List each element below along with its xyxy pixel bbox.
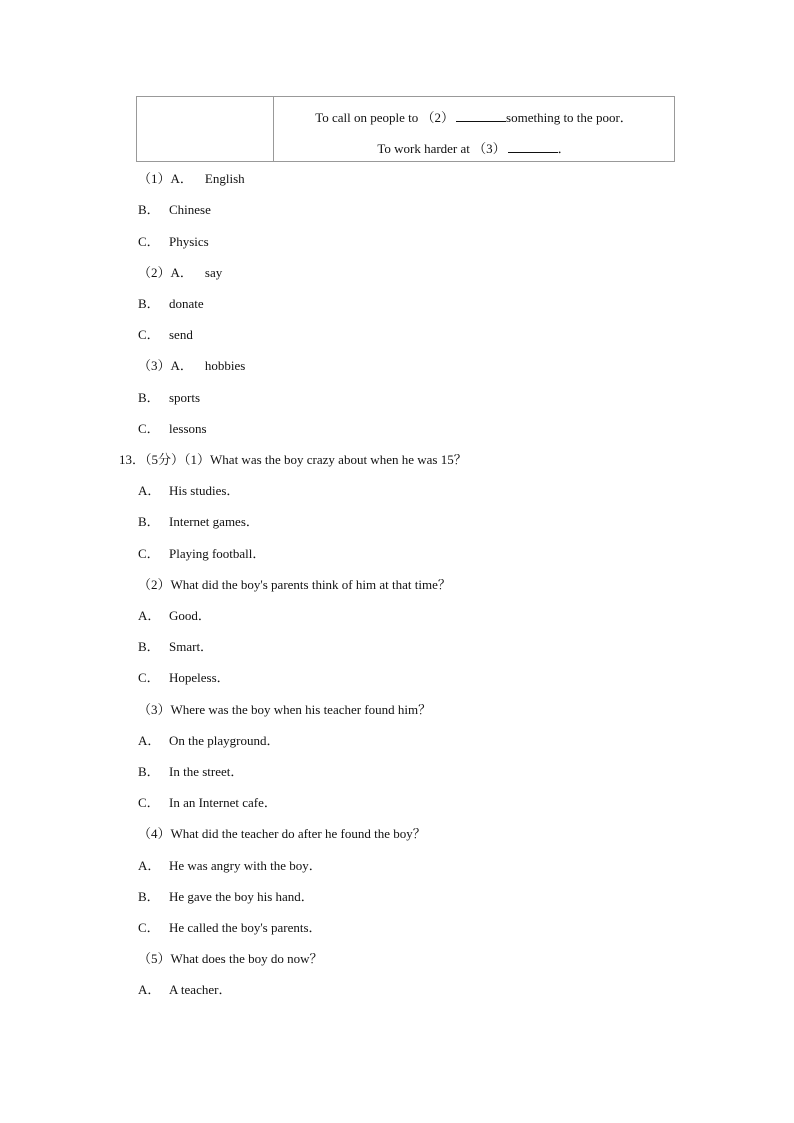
q13-question-3: （3）Where was the boy when his teacher found him？ bbox=[138, 702, 432, 717]
q12-sub3-option-c[interactable]: C． lessons bbox=[138, 421, 207, 436]
q13-q3-option-c[interactable]: C． In an Internet cafe． bbox=[138, 795, 277, 810]
q13-q4-option-c[interactable]: C． He called the boy's parents． bbox=[138, 920, 322, 935]
q12-sub1-option-a[interactable]: （1）A． English bbox=[138, 171, 245, 186]
q13-q4-option-b[interactable]: B． He gave the boy his hand． bbox=[138, 889, 314, 904]
q12-sub3-option-b[interactable]: B． sports bbox=[138, 390, 201, 405]
q12-sub3-option-a[interactable]: （3）A． hobbies bbox=[138, 358, 246, 373]
answer-blank-3[interactable] bbox=[508, 140, 558, 153]
q13-question-4: （4）What did the teacher do after he found the boy？ bbox=[138, 826, 426, 841]
table-left-cell bbox=[137, 97, 274, 161]
q13-q3-option-a[interactable]: A． On the playground． bbox=[138, 733, 280, 748]
q13-question-5: （5）What does the boy do now？ bbox=[138, 951, 323, 966]
q13-q2-option-a[interactable]: A． Good． bbox=[138, 608, 211, 623]
q12-sub2-option-b[interactable]: B． donate bbox=[138, 296, 204, 311]
q13-q3-option-b[interactable]: B． In the street． bbox=[138, 764, 244, 779]
q13-q5-option-a[interactable]: A． A teacher． bbox=[138, 982, 232, 997]
q13-q1-option-c[interactable]: C． Playing football． bbox=[138, 546, 266, 561]
q13-q2-option-c[interactable]: C． Hopeless． bbox=[138, 670, 230, 685]
answer-blank-2[interactable] bbox=[456, 109, 506, 122]
q13-header: 13．（5分）（1）What was the boy crazy about when he was 15？ bbox=[119, 452, 467, 467]
q12-sub1-option-b[interactable]: B． Chinese bbox=[138, 202, 211, 217]
q13-q1-option-b[interactable]: B． Internet games． bbox=[138, 514, 259, 529]
q12-sub2-option-c[interactable]: C． send bbox=[138, 327, 193, 342]
q13-q4-option-a[interactable]: A． He was angry with the boy． bbox=[138, 858, 322, 873]
info-table bbox=[136, 96, 675, 162]
table-line-2: To work harder at （3） ． bbox=[377, 141, 571, 156]
table-line-1: To call on people to （2） something to the poor． bbox=[315, 110, 633, 125]
q13-q2-option-b[interactable]: B． Smart． bbox=[138, 639, 214, 654]
q12-sub2-option-a[interactable]: （2）A． say bbox=[138, 265, 223, 280]
table-right-cell bbox=[274, 97, 674, 161]
q13-question-2: （2）What did the boy's parents think of him at that time？ bbox=[138, 577, 451, 592]
q12-sub1-option-c[interactable]: C． Physics bbox=[138, 234, 209, 249]
q13-q1-option-a[interactable]: A． His studies． bbox=[138, 483, 240, 498]
